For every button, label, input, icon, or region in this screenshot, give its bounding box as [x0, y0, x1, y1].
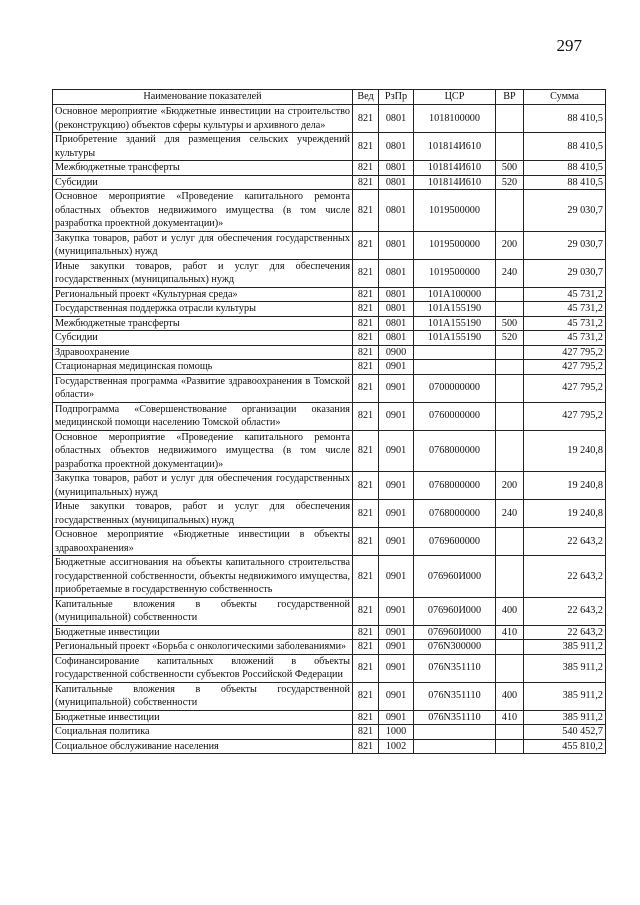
cell-rzpr: 0801 [379, 231, 414, 259]
cell-csr: 076960И000 [414, 556, 496, 598]
cell-name: Межбюджетные трансферты [53, 316, 353, 331]
cell-rzpr: 0901 [379, 654, 414, 682]
page-number: 297 [556, 36, 582, 55]
cell-ved: 821 [353, 259, 379, 287]
cell-sum: 19 240,8 [524, 472, 606, 500]
cell-sum: 19 240,8 [524, 430, 606, 472]
cell-vr [496, 739, 524, 754]
table-row [53, 640, 606, 655]
table-row [53, 682, 606, 710]
cell-name: Государственная программа «Развитие здравоохранения в Томской области» [53, 374, 353, 402]
cell-name: Региональный проект «Культурная среда» [53, 287, 353, 302]
cell-rzpr: 0801 [379, 175, 414, 190]
cell-name: Основное мероприятие «Проведение капитального ремонта областных объектов недвижимого имущества (в том числе разработка проектной документации)» [53, 430, 353, 472]
cell-name: Стационарная медицинская помощь [53, 360, 353, 375]
cell-sum: 540 452,7 [524, 725, 606, 740]
cell-name: Софинансирование капитальных вложений в объекты государственной собственности субъектов Российской Федерации [53, 654, 353, 682]
table-row [53, 556, 606, 598]
cell-name: Основное мероприятие «Проведение капитального ремонта областных объектов недвижимого имущества (в том числе разработка проектной документации)» [53, 190, 353, 232]
cell-csr: 101814И610 [414, 161, 496, 176]
cell-rzpr: 0900 [379, 345, 414, 360]
cell-ved: 821 [353, 625, 379, 640]
table-row [53, 528, 606, 556]
cell-name: Подпрограмма «Совершенствование организации оказания медицинской помощи населению Томской области» [53, 402, 353, 430]
cell-csr: 101A155190 [414, 302, 496, 317]
cell-csr [414, 360, 496, 375]
cell-ved: 821 [353, 190, 379, 232]
cell-rzpr: 0901 [379, 710, 414, 725]
table-row [53, 625, 606, 640]
cell-rzpr: 0901 [379, 472, 414, 500]
cell-name: Основное мероприятие «Бюджетные инвестиции на строительство (реконструкцию) объектов сферы культуры и архивного дела» [53, 105, 353, 133]
cell-csr: 0700000000 [414, 374, 496, 402]
cell-name: Бюджетные инвестиции [53, 625, 353, 640]
cell-ved: 821 [353, 231, 379, 259]
cell-rzpr: 0901 [379, 640, 414, 655]
cell-name: Приобретение зданий для размещения сельских учреждений культуры [53, 133, 353, 161]
cell-csr: 0760000000 [414, 402, 496, 430]
cell-rzpr: 0901 [379, 528, 414, 556]
cell-name: Капитальные вложения в объекты государственной (муниципальной) собственности [53, 682, 353, 710]
cell-rzpr: 0801 [379, 190, 414, 232]
table-row [53, 161, 606, 176]
cell-csr: 076N351110 [414, 682, 496, 710]
cell-csr: 1019500000 [414, 259, 496, 287]
cell-ved: 821 [353, 105, 379, 133]
cell-name: Бюджетные инвестиции [53, 710, 353, 725]
cell-rzpr: 0801 [379, 161, 414, 176]
cell-name: Региональный проект «Борьба с онкологическими заболеваниями» [53, 640, 353, 655]
cell-name: Основное мероприятие «Бюджетные инвестиции в объекты здравоохранения» [53, 528, 353, 556]
cell-sum: 88 410,5 [524, 105, 606, 133]
header-sum: Сумма [524, 90, 606, 105]
cell-sum: 22 643,2 [524, 625, 606, 640]
cell-vr [496, 654, 524, 682]
cell-vr [496, 302, 524, 317]
cell-vr: 500 [496, 161, 524, 176]
header-rzpr: РзПр [379, 90, 414, 105]
cell-sum: 22 643,2 [524, 528, 606, 556]
cell-rzpr: 0901 [379, 556, 414, 598]
cell-csr: 101A155190 [414, 331, 496, 346]
cell-name: Закупка товаров, работ и услуг для обеспечения государственных (муниципальных) нужд [53, 231, 353, 259]
cell-ved: 821 [353, 402, 379, 430]
cell-rzpr: 0901 [379, 360, 414, 375]
cell-sum: 45 731,2 [524, 331, 606, 346]
cell-vr [496, 430, 524, 472]
cell-ved: 821 [353, 374, 379, 402]
cell-ved: 821 [353, 682, 379, 710]
cell-sum: 88 410,5 [524, 175, 606, 190]
cell-ved: 821 [353, 528, 379, 556]
cell-sum: 45 731,2 [524, 287, 606, 302]
cell-ved: 821 [353, 640, 379, 655]
table-row [53, 331, 606, 346]
cell-rzpr: 0901 [379, 625, 414, 640]
table-header-row [53, 90, 606, 105]
cell-ved: 821 [353, 175, 379, 190]
table-row [53, 654, 606, 682]
table-body [53, 105, 606, 754]
cell-vr [496, 190, 524, 232]
table-row [53, 259, 606, 287]
cell-name: Здравоохранение [53, 345, 353, 360]
cell-rzpr: 0901 [379, 402, 414, 430]
cell-csr: 0768000000 [414, 430, 496, 472]
cell-ved: 821 [353, 360, 379, 375]
cell-rzpr: 0801 [379, 105, 414, 133]
table-row [53, 725, 606, 740]
cell-name: Социальное обслуживание населения [53, 739, 353, 754]
cell-csr: 101A100000 [414, 287, 496, 302]
cell-vr [496, 287, 524, 302]
table-row [53, 402, 606, 430]
cell-ved: 821 [353, 331, 379, 346]
cell-vr: 240 [496, 259, 524, 287]
cell-vr [496, 360, 524, 375]
cell-ved: 821 [353, 316, 379, 331]
table-row [53, 345, 606, 360]
cell-name: Капитальные вложения в объекты государственной (муниципальной) собственности [53, 597, 353, 625]
cell-rzpr: 0901 [379, 500, 414, 528]
table-row [53, 231, 606, 259]
cell-vr [496, 345, 524, 360]
cell-csr: 101A155190 [414, 316, 496, 331]
cell-name: Бюджетные ассигнования на объекты капитального строительства государственной собственности, объекты недвижимого имущества, приобретаемые в государственную собственность [53, 556, 353, 598]
budget-table [52, 89, 606, 754]
cell-sum: 385 911,2 [524, 654, 606, 682]
cell-rzpr: 0801 [379, 287, 414, 302]
table-row [53, 430, 606, 472]
table-row [53, 360, 606, 375]
cell-sum: 427 795,2 [524, 360, 606, 375]
table-row [53, 710, 606, 725]
cell-vr [496, 402, 524, 430]
cell-ved: 821 [353, 133, 379, 161]
cell-ved: 821 [353, 287, 379, 302]
cell-csr: 0769600000 [414, 528, 496, 556]
cell-sum: 22 643,2 [524, 597, 606, 625]
cell-csr: 1019500000 [414, 231, 496, 259]
cell-vr [496, 725, 524, 740]
cell-vr: 410 [496, 710, 524, 725]
cell-vr: 400 [496, 597, 524, 625]
table-row [53, 190, 606, 232]
cell-csr: 076N351110 [414, 654, 496, 682]
cell-vr: 240 [496, 500, 524, 528]
cell-sum: 19 240,8 [524, 500, 606, 528]
cell-rzpr: 1000 [379, 725, 414, 740]
cell-sum: 385 911,2 [524, 682, 606, 710]
cell-name: Иные закупки товаров, работ и услуг для обеспечения государственных (муниципальных) нужд [53, 259, 353, 287]
cell-vr [496, 640, 524, 655]
cell-ved: 821 [353, 500, 379, 528]
cell-ved: 821 [353, 472, 379, 500]
table-row [53, 500, 606, 528]
cell-ved: 821 [353, 710, 379, 725]
cell-csr: 101814И610 [414, 133, 496, 161]
table-row [53, 316, 606, 331]
cell-name: Межбюджетные трансферты [53, 161, 353, 176]
table-row [53, 597, 606, 625]
cell-vr: 520 [496, 331, 524, 346]
cell-rzpr: 0901 [379, 682, 414, 710]
cell-csr: 1018100000 [414, 105, 496, 133]
table-row [53, 175, 606, 190]
cell-csr: 0768000000 [414, 500, 496, 528]
cell-name: Социальная политика [53, 725, 353, 740]
cell-csr: 076N300000 [414, 640, 496, 655]
cell-rzpr: 0801 [379, 259, 414, 287]
cell-ved: 821 [353, 725, 379, 740]
cell-sum: 45 731,2 [524, 302, 606, 317]
cell-csr: 076N351110 [414, 710, 496, 725]
cell-csr: 101814И610 [414, 175, 496, 190]
cell-sum: 29 030,7 [524, 231, 606, 259]
cell-ved: 821 [353, 345, 379, 360]
cell-rzpr: 0801 [379, 302, 414, 317]
cell-name: Закупка товаров, работ и услуг для обеспечения государственных (муниципальных) нужд [53, 472, 353, 500]
cell-rzpr: 0801 [379, 331, 414, 346]
cell-vr: 200 [496, 231, 524, 259]
cell-ved: 821 [353, 302, 379, 317]
cell-name: Субсидии [53, 175, 353, 190]
cell-vr [496, 105, 524, 133]
cell-vr: 200 [496, 472, 524, 500]
cell-sum: 22 643,2 [524, 556, 606, 598]
cell-vr: 520 [496, 175, 524, 190]
table-row [53, 739, 606, 754]
cell-csr: 076960И000 [414, 597, 496, 625]
cell-rzpr: 0901 [379, 374, 414, 402]
cell-sum: 88 410,5 [524, 161, 606, 176]
cell-name: Субсидии [53, 331, 353, 346]
cell-ved: 821 [353, 739, 379, 754]
table-row [53, 374, 606, 402]
cell-rzpr: 0901 [379, 597, 414, 625]
header-csr: ЦСР [414, 90, 496, 105]
cell-sum: 29 030,7 [524, 259, 606, 287]
cell-sum: 88 410,5 [524, 133, 606, 161]
cell-sum: 385 911,2 [524, 710, 606, 725]
cell-rzpr: 0901 [379, 430, 414, 472]
cell-ved: 821 [353, 654, 379, 682]
cell-name: Иные закупки товаров, работ и услуг для обеспечения государственных (муниципальных) нужд [53, 500, 353, 528]
cell-vr: 500 [496, 316, 524, 331]
cell-vr [496, 528, 524, 556]
cell-vr [496, 374, 524, 402]
cell-rzpr: 0801 [379, 316, 414, 331]
cell-ved: 821 [353, 430, 379, 472]
cell-vr [496, 556, 524, 598]
header-name: Наименование показателей [53, 90, 353, 105]
table-row [53, 287, 606, 302]
cell-rzpr: 0801 [379, 133, 414, 161]
cell-ved: 821 [353, 556, 379, 598]
cell-name: Государственная поддержка отрасли культуры [53, 302, 353, 317]
cell-csr [414, 345, 496, 360]
cell-ved: 821 [353, 597, 379, 625]
table-row [53, 302, 606, 317]
cell-sum: 385 911,2 [524, 640, 606, 655]
cell-vr: 400 [496, 682, 524, 710]
cell-csr: 0768000000 [414, 472, 496, 500]
table-row [53, 105, 606, 133]
cell-vr: 410 [496, 625, 524, 640]
cell-sum: 427 795,2 [524, 374, 606, 402]
cell-vr [496, 133, 524, 161]
cell-sum: 427 795,2 [524, 345, 606, 360]
header-ved: Вед [353, 90, 379, 105]
cell-sum: 29 030,7 [524, 190, 606, 232]
cell-sum: 455 810,2 [524, 739, 606, 754]
cell-csr [414, 725, 496, 740]
cell-sum: 45 731,2 [524, 316, 606, 331]
cell-rzpr: 1002 [379, 739, 414, 754]
cell-csr: 076960И000 [414, 625, 496, 640]
cell-csr [414, 739, 496, 754]
cell-ved: 821 [353, 161, 379, 176]
cell-csr: 1019500000 [414, 190, 496, 232]
table-row [53, 472, 606, 500]
cell-sum: 427 795,2 [524, 402, 606, 430]
header-vr: ВР [496, 90, 524, 105]
table-row [53, 133, 606, 161]
